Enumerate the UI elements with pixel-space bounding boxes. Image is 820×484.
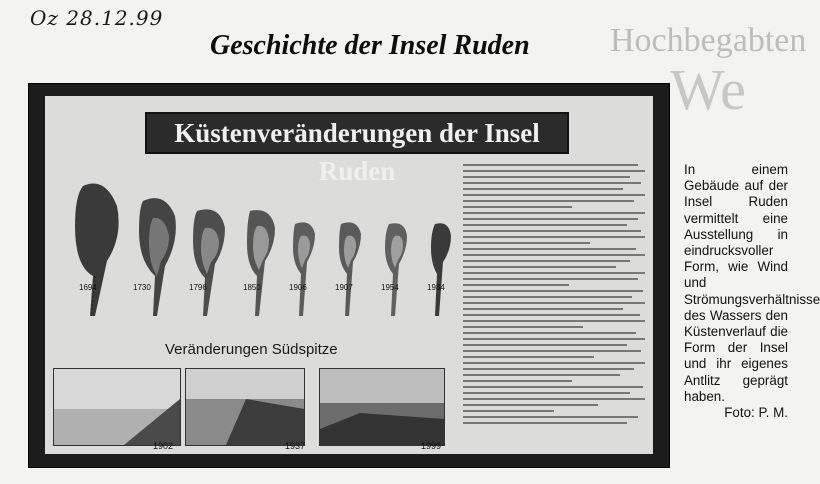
year-label: 1907 [335,283,353,292]
island-shape-1796 [193,209,225,316]
island-shapes [65,166,455,326]
headline: Geschichte der Insel Ruden [210,30,530,61]
handwritten-date: Oz 28.12.99 [30,6,164,30]
year-label: 1984 [427,283,445,292]
island-shape-1730 [139,198,176,316]
exhibition-photo [28,83,670,468]
photo-year-label: 1902 [153,441,174,451]
island-shape-1906 [293,222,315,316]
coast-photo-1937 [185,368,305,446]
year-label: 1694 [79,283,97,292]
island-shape-1850 [247,210,275,316]
sudspitze-heading: Veränderungen Südspitze [165,341,338,358]
year-label: 1730 [133,283,151,292]
exhibition-board [45,96,653,454]
article-column [684,162,820,421]
bleed-line-2: We [670,57,746,122]
year-label: 1850 [243,283,261,292]
photo-year-label: 1937 [285,441,306,451]
island-shape-1907 [339,222,361,316]
year-label: 1796 [189,283,207,292]
island-shape-1694 [75,184,119,317]
board-description-text [463,164,645,446]
coast-photo-1999 [319,368,445,446]
bleed-line-1: Hochbegabten [610,22,807,59]
photo-credit: Foto: P. M. [724,405,788,421]
article-text: In einem Gebäude auf der Insel Ruden vermittelt eine Ausstellung in eindrucksvoller Form, wie Wind und Strömungsverhältnisse des Wassers den Küstenverlauf die Form der Insel und ihr eigenes Antlitz geprägt haben. [684,162,820,404]
coast-photo-1902 [53,368,181,446]
photo-year-label: 1999 [421,441,442,451]
year-label: 1906 [289,283,307,292]
island-shape-1984 [431,223,451,316]
year-label: 1954 [381,283,399,292]
island-shape-1954 [385,223,407,316]
board-title: Küstenveränderungen der Insel Ruden [145,112,569,154]
